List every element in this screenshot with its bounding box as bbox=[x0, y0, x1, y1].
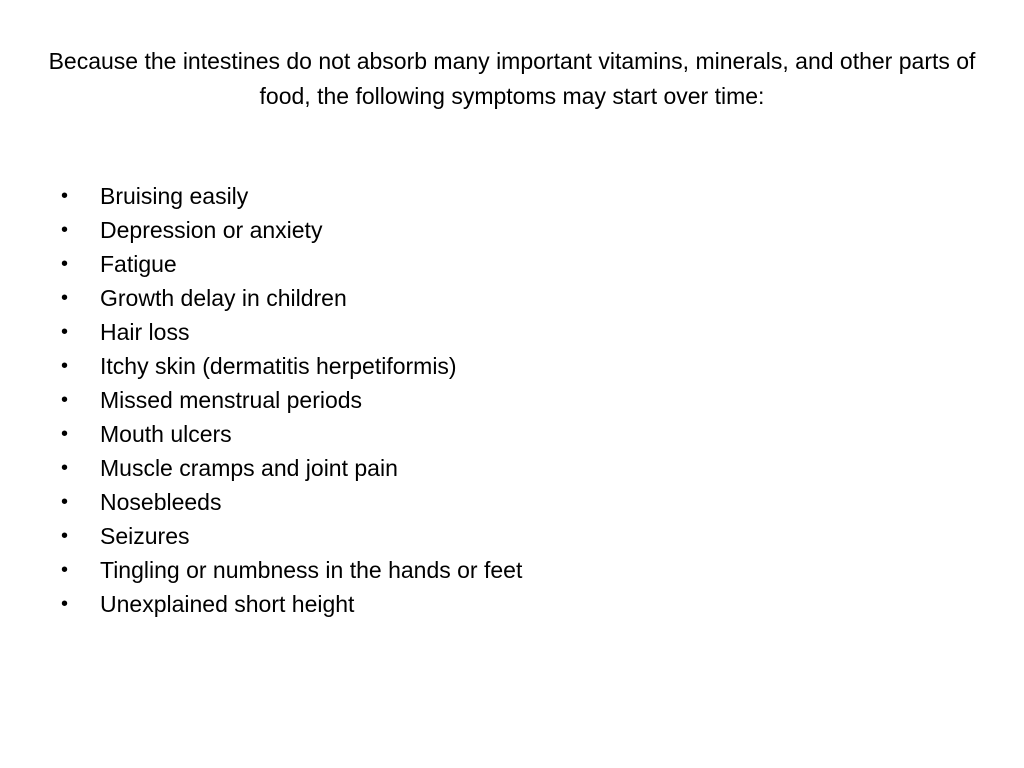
bullet-icon: • bbox=[61, 355, 69, 377]
list-item bbox=[60, 349, 522, 383]
bullet-icon: • bbox=[61, 219, 69, 241]
bullet-icon: • bbox=[61, 253, 69, 275]
list-item bbox=[60, 519, 522, 553]
list-item-text: Unexplained short height bbox=[100, 591, 355, 617]
list-item-text: Depression or anxiety bbox=[100, 217, 323, 243]
list-item-text: Itchy skin (dermatitis herpetiformis) bbox=[100, 353, 457, 379]
bullet-icon: • bbox=[61, 389, 69, 411]
list-item bbox=[60, 553, 522, 587]
list-item bbox=[60, 417, 522, 451]
bullet-icon: • bbox=[61, 321, 69, 343]
list-item-text: Seizures bbox=[100, 523, 190, 549]
list-item-text: Muscle cramps and joint pain bbox=[100, 455, 398, 481]
list-item-text: Tingling or numbness in the hands or feet bbox=[100, 557, 523, 583]
bullet-icon: • bbox=[61, 423, 69, 445]
bullet-icon: • bbox=[61, 525, 69, 547]
list-item bbox=[60, 281, 522, 315]
symptom-list bbox=[60, 179, 522, 621]
bullet-icon: • bbox=[61, 287, 69, 309]
list-item bbox=[60, 485, 522, 519]
list-item bbox=[60, 179, 522, 213]
list-item-text: Hair loss bbox=[100, 319, 190, 345]
list-item-text: Growth delay in children bbox=[100, 285, 347, 311]
bullet-icon: • bbox=[61, 593, 69, 615]
bullet-icon: • bbox=[61, 185, 69, 207]
bullet-icon: • bbox=[61, 491, 69, 513]
list-item bbox=[60, 383, 522, 417]
list-item-text: Fatigue bbox=[100, 251, 177, 277]
list-item-text: Bruising easily bbox=[100, 183, 249, 209]
list-item bbox=[60, 315, 522, 349]
list-item bbox=[60, 451, 522, 485]
list-item bbox=[60, 213, 522, 247]
intro-text: Because the intestines do not absorb many important vitamins, minerals, and other parts of food, the following symptoms may start over time: bbox=[48, 48, 976, 109]
list-item-text: Missed menstrual periods bbox=[100, 387, 363, 413]
bullet-icon: • bbox=[61, 457, 69, 479]
list-item-text: Mouth ulcers bbox=[100, 421, 232, 447]
list-item-text: Nosebleeds bbox=[100, 489, 222, 515]
list-item bbox=[60, 247, 522, 281]
bullet-icon: • bbox=[61, 559, 69, 581]
list-item bbox=[60, 587, 522, 621]
